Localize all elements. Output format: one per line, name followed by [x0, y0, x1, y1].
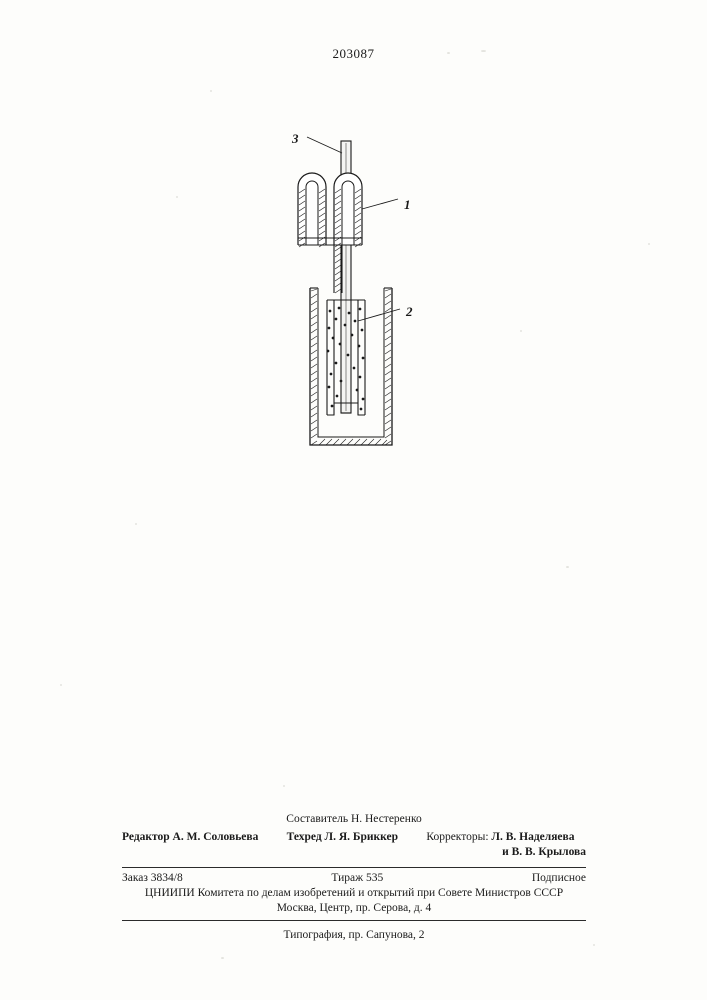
- paper-speck: [210, 90, 212, 92]
- techeditor-line: Техред Л. Я. Бриккер: [286, 831, 399, 844]
- correctors-block: [426, 830, 586, 860]
- order-number: Заказ 3834/8: [122, 871, 183, 884]
- paper-speck: [520, 330, 522, 332]
- paper-speck: [176, 196, 178, 198]
- figure-label-1: 1: [404, 197, 411, 212]
- paper-speck: [135, 523, 137, 525]
- corrector-2: и В. В. Крылова: [502, 846, 586, 859]
- imprint-row: [122, 871, 586, 886]
- paper-speck: [593, 944, 595, 946]
- organization-line: ЦНИИПИ Комитета по делам изобретений и открытий при Совете Министров СССР: [144, 886, 564, 899]
- page-title: 203087: [332, 46, 375, 61]
- credits-row: [122, 830, 586, 860]
- typography-line: Типография, пр. Сапунова, 2: [283, 929, 425, 942]
- technical-drawing: [270, 125, 460, 455]
- paper-speck: [283, 785, 285, 787]
- figure-label-2: 2: [406, 304, 413, 319]
- paper-speck: [648, 243, 650, 245]
- subscription: Подписное: [531, 871, 586, 884]
- paper-speck: [221, 957, 224, 959]
- page-footer: [122, 812, 586, 943]
- compiler-line: Составитель Н. Нестеренко: [286, 813, 422, 825]
- figure-label-3: 3: [292, 131, 299, 146]
- paper-speck: [566, 566, 569, 568]
- circulation: Тираж 535: [331, 871, 384, 884]
- device-diagram-svg: [270, 125, 460, 455]
- footer-divider-top: [122, 867, 586, 868]
- editor-line: Редактор А. М. Соловьева: [122, 831, 259, 844]
- corrector-1: Л. В. Наделяева: [491, 831, 575, 844]
- address-line: Москва, Центр, пр. Серова, д. 4: [276, 901, 432, 914]
- paper-speck: [60, 684, 62, 686]
- footer-divider-bottom: [122, 920, 586, 921]
- correctors-label: Корректоры:: [426, 831, 489, 844]
